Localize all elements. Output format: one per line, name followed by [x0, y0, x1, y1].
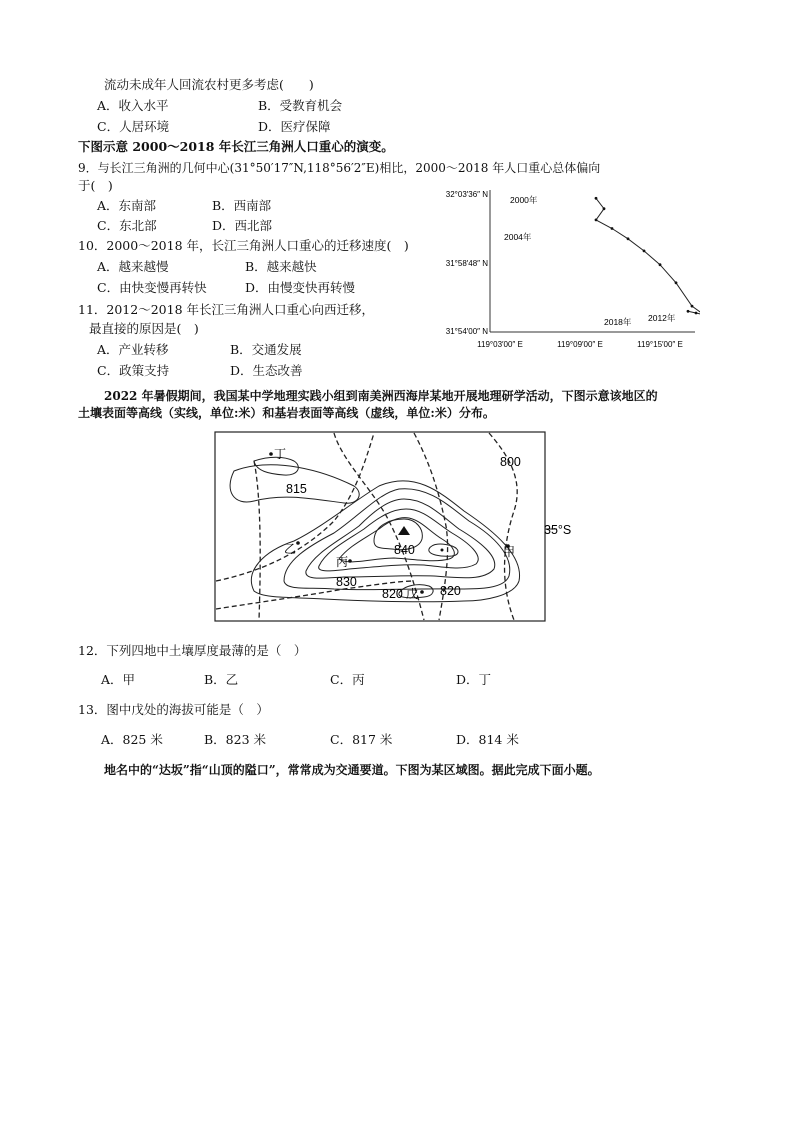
x-tick-label: 119°03′00″ E: [477, 340, 523, 349]
y-tick-label: 32°03′36″ N: [445, 190, 488, 199]
place-label-bing: 丙: [336, 555, 349, 569]
trajectory-point: [659, 263, 662, 266]
elevation-label: 830: [336, 575, 357, 589]
q13-option-a: A．825 米: [101, 732, 163, 747]
place-label-yi: 乙: [284, 542, 297, 556]
q11-option-b: B．交通发展: [230, 342, 302, 357]
q9-option-a: A．东南部: [97, 198, 157, 213]
q10-option-c: C．由快变慢再转快: [97, 280, 207, 295]
q9-stem: 9．与长江三角洲的几何中心(31°50′17″N,118°56′2″E)相比，2000～2018 年人口重心总体偏向: [78, 161, 601, 175]
q12-option-b: B．乙: [204, 672, 239, 687]
q13-stem: 13．图中戊处的海拔可能是（ ）: [78, 702, 269, 717]
trajectory-point: [675, 281, 678, 284]
q9-stem-cont: 于( ): [78, 178, 113, 193]
elevation-label: 800: [500, 455, 521, 469]
q10-option-b: B．越来越快: [245, 259, 317, 274]
q10-option-d: D．由慢变快再转慢: [245, 280, 356, 295]
q13-option-c: C．817 米: [330, 732, 393, 747]
x-tick-label: 119°15′00″ E: [637, 340, 683, 349]
x-tick-label: 119°09′00″ E: [557, 340, 603, 349]
q13-option-b: B．823 米: [204, 732, 267, 747]
y-tick-label: 31°58′48″ N: [445, 259, 488, 268]
point-label: 2000年: [510, 195, 538, 205]
q9-option-b: B．西南部: [212, 198, 272, 213]
trajectory-point: [595, 197, 598, 200]
latitude-label: 35°S: [544, 523, 572, 537]
y-tick-label: 31°54′00″ N: [445, 327, 488, 336]
section-intro: 下图示意 2000～2018 年长江三角洲人口重心的演变。: [78, 139, 394, 154]
point-ding: [269, 452, 273, 456]
trajectory-point: [691, 305, 694, 308]
place-label-wu: 戊: [406, 587, 419, 601]
q11-stem: 11．2012～2018 年长江三角洲人口重心向西迁移，: [78, 302, 375, 317]
elevation-label: 820: [382, 587, 403, 601]
q11-stem-cont: 最直接的原因是( ): [89, 321, 199, 336]
q9-option-c: C．东北部: [97, 218, 157, 233]
point-label: 2012年: [648, 313, 676, 323]
point-wu: [420, 590, 424, 594]
q11-option-c: C．政策支持: [97, 363, 170, 378]
elevation-label: 840: [394, 543, 415, 557]
point-bing: [348, 559, 352, 563]
point-label: 2018年: [604, 317, 632, 327]
trajectory-point: [687, 310, 690, 313]
trajectory-point: [611, 227, 614, 230]
question-stem: 流动未成年人回流农村更多考虑( ): [104, 77, 314, 92]
depression-point: [441, 549, 444, 552]
trajectory-point: [603, 207, 606, 210]
trajectory-point: [595, 219, 598, 222]
trajectory-point: [695, 312, 698, 315]
q12-stem: 12．下列四地中土壤厚度最薄的是（ ）: [78, 643, 307, 658]
elevation-label: 820: [440, 584, 461, 598]
elevation-label: 815: [286, 482, 307, 496]
contour-map: [214, 431, 586, 623]
q12-option-c: C．丙: [330, 672, 365, 687]
point-label: 2004年: [504, 232, 532, 242]
place-label-ding: 丁: [274, 447, 287, 461]
section-intro: 2022 年暑假期间，我国某中学地理实践小组到南美洲西海岸某地开展地理研学活动，下图示意该地区的: [104, 389, 658, 403]
trajectory-point: [627, 237, 630, 240]
option-c: C．人居环境: [97, 119, 170, 134]
trajectory-line: [596, 198, 700, 314]
q9-option-d: D．西北部: [212, 218, 273, 233]
section-intro-cont: 土壤表面等高线（实线，单位:米）和基岩表面等高线（虚线，单位:米）分布。: [78, 406, 495, 420]
option-b: B．受教育机会: [258, 98, 343, 113]
option-d: D．医疗保障: [258, 119, 331, 134]
option-a: A．收入水平: [97, 98, 169, 113]
q12-option-d: D．丁: [456, 672, 492, 687]
point-yi: [296, 541, 300, 545]
trajectory-point: [643, 250, 646, 253]
q12-option-a: A．甲: [101, 672, 136, 687]
q11-option-d: D．生态改善: [230, 363, 303, 378]
q13-option-d: D．814 米: [456, 732, 519, 747]
population-center-chart: [430, 180, 700, 355]
place-label-jia: 甲: [503, 545, 516, 559]
q10-stem: 10．2000～2018 年，长江三角洲人口重心的迁移速度( ): [78, 238, 409, 253]
section-intro: 地名中的“达坂”指“山顶的隘口”，常常成为交通要道。下图为某区域图。据此完成下面小题。: [104, 763, 600, 777]
q11-option-a: A．产业转移: [97, 342, 169, 357]
q10-option-a: A．越来越慢: [97, 259, 169, 274]
